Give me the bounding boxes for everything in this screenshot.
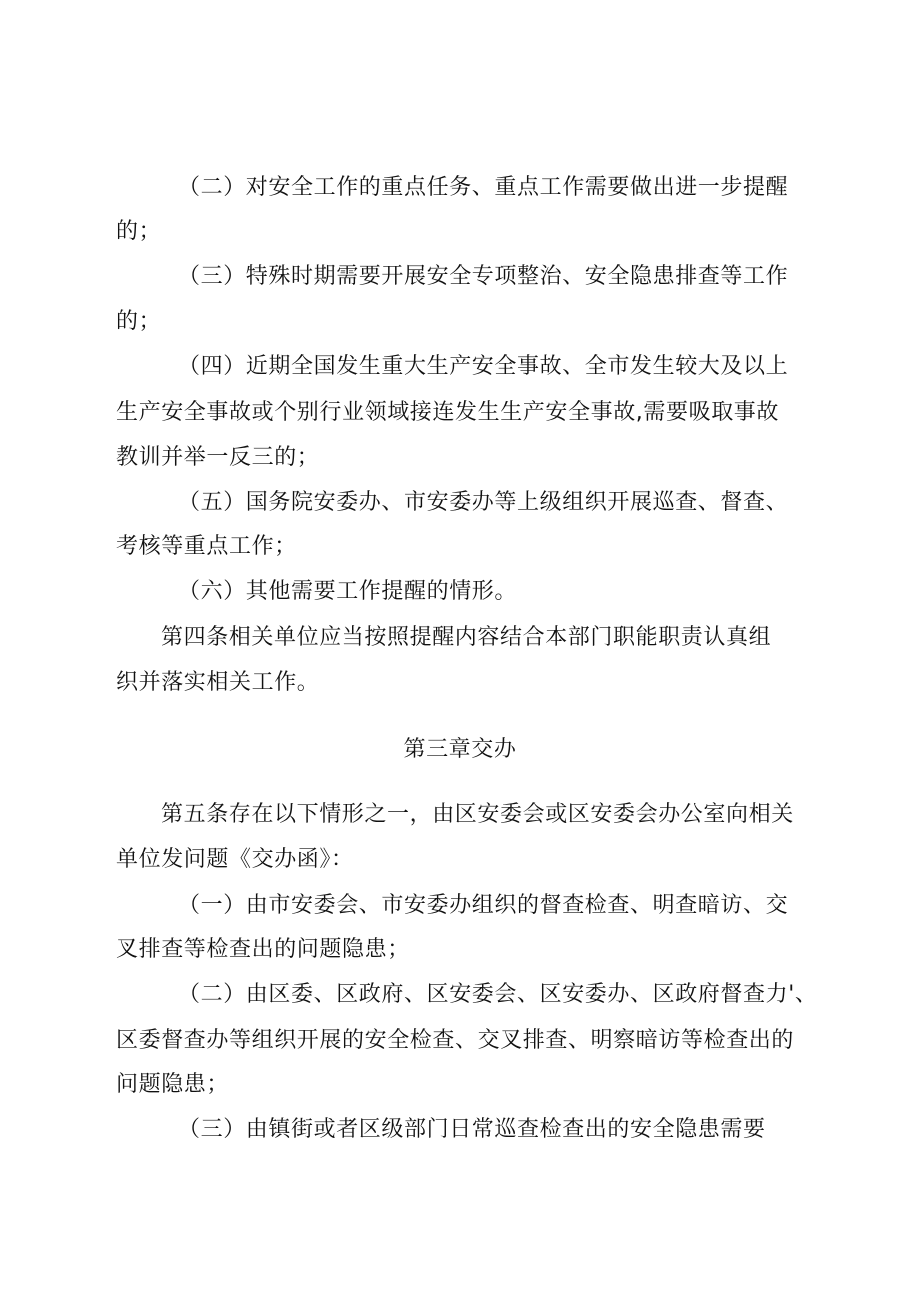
- paragraph-line: 教训并举一反三的；: [116, 445, 320, 470]
- paragraph-line: （三）特殊时期需要开展安全专项整治、安全隐患排查等工作: [178, 264, 789, 289]
- paragraph-line: 第五条存在以下情形之一，由区安委会或区安委会办公室向相关: [161, 802, 794, 827]
- paragraph-line: （五）国务院安委办、市安委办等上级组织开展巡查、督查、: [178, 490, 789, 515]
- paragraph-line: 的；: [116, 219, 162, 244]
- paragraph-line: 生产安全事故或个别行业领域接连发生生产安全事故,需要吸取事故: [116, 400, 779, 425]
- paragraph-line: （二）对安全工作的重点任务、重点工作需要做出进一步提醒: [178, 175, 789, 200]
- paragraph-line: 区委督查办等组织开展的安全检查、交叉排查、明察暗访等检查出的: [116, 1028, 795, 1053]
- paragraph-line: 叉排查等检查出的问题隐患；: [116, 937, 410, 962]
- paragraph-line: （四）近期全国发生重大生产安全事故、全市发生较大及以上: [178, 354, 789, 379]
- paragraph-line: （二）由区委、区政府、区安委会、区安委办、区政府督查力'、: [178, 982, 818, 1007]
- paragraph-line: 第四条相关单位应当按照提醒内容结合本部门职能职责认真组: [161, 625, 772, 650]
- paragraph-line: 问题隐患；: [116, 1072, 230, 1097]
- paragraph-line: 的；: [116, 309, 162, 334]
- chapter-heading: 第三章交办: [403, 737, 517, 762]
- paragraph-line: （三）由镇街或者区级部门日常巡查检查出的安全隐患需要: [178, 1117, 766, 1142]
- paragraph-line: （六）其他需要工作提醒的情形。: [178, 579, 518, 604]
- paragraph-line: （一）由市安委会、市安委办组织的督查检查、明查暗访、交: [178, 893, 789, 918]
- paragraph-line: 考核等重点工作；: [116, 534, 297, 559]
- paragraph-line: 织并落实相关工作。: [116, 670, 320, 695]
- paragraph-line: 单位发问题《交办函》：: [116, 847, 354, 872]
